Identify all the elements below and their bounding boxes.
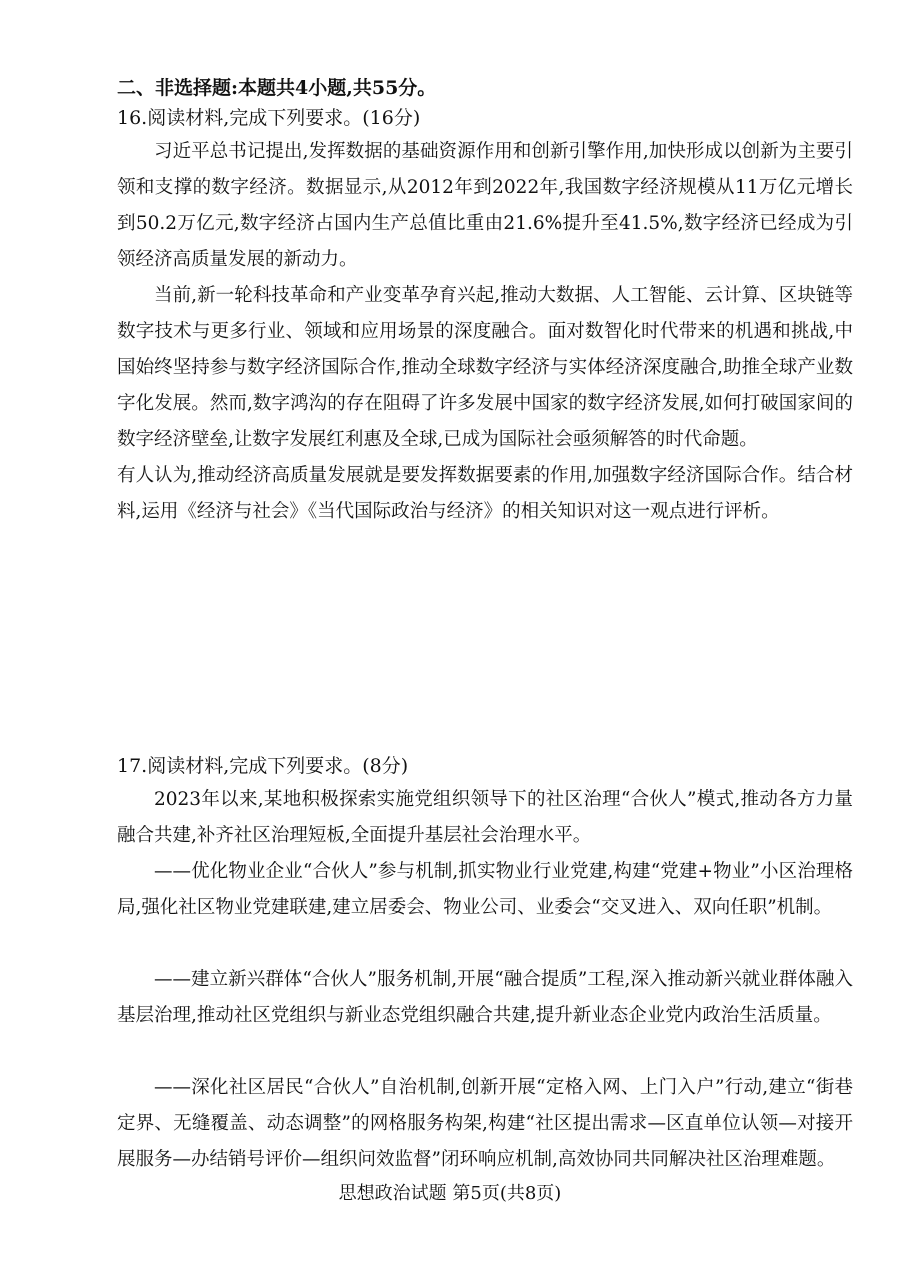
question-16-task: 有人认为,推动经济高质量发展就是要发挥数据要素的作用,加强数字经济国际合作。结合材料,运用《经济与社会》《当代国际政治与经济》的相关知识对这一观点进行评析。 (117, 465, 853, 522)
section-title: 二、非选择题:本题共4小题,共55分。 (117, 77, 437, 99)
question-17-material-paragraph: ——建立新兴群体“合伙人”服务机制,开展“融合提质”工程,深入推动新兴就业群体融入基层治理,推动社区党组织与新业态党组织融合共建,提升新业态企业党内政治生活质量。 (117, 969, 853, 1026)
question-16-material-paragraph: 当前,新一轮科技革命和产业变革孕育兴起,推动大数据、人工智能、云计算、区块链等数字技术与更多行业、领域和应用场景的深度融合。面对数智化时代带来的机遇和挑战,中国始终坚持参与数字经济国际合作,推动全球数字经济与实体经济深度融合,助推全球产业数字化发展。然而,数字鸿沟的存在阻碍了许多发展中国家的数字经济发展,如何打破国家间的数字经济壁垒,让数字发展红利惠及全球,已成为国际社会亟须解答的时代命题。 (117, 285, 853, 450)
question-16-heading: 16.阅读材料,完成下列要求。(16分) (117, 107, 421, 129)
question-17-material-paragraph: ——优化物业企业“合伙人”参与机制,抓实物业行业党建,构建“党建+物业”小区治理格局,强化社区物业党建联建,建立居委会、物业公司、业委会“交叉进入、双向任职”机制。 (117, 861, 853, 918)
question-17-heading: 17.阅读材料,完成下列要求。(8分) (117, 755, 409, 777)
page-footer: 思想政治试题 第5页(共8页) (338, 1183, 562, 1204)
question-17-material-paragraph: 2023年以来,某地积极探索实施党组织领导下的社区治理“合伙人”模式,推动各方力量融合共建,补齐社区治理短板,全面提升基层社会治理水平。 (117, 789, 853, 846)
question-16-material-paragraph: 习近平总书记提出,发挥数据的基础资源作用和创新引擎作用,加快形成以创新为主要引领和支撑的数字经济。数据显示,从2012年到2022年,我国数字经济规模从11万亿元增长到50.2万亿元,数字经济占国内生产总值比重由21.6%提升至41.5%,数字经济已经成为引领经济高质量发展的新动力。 (117, 141, 853, 270)
question-17-material-paragraph: ——深化社区居民“合伙人”自治机制,创新开展“定格入网、上门入户”行动,建立“街巷定界、无缝覆盖、动态调整”的网格服务构架,构建“社区提出需求—区直单位认领—对接开展服务—办结销号评价—组织问效监督”闭环响应机制,高效协同共同解决社区治理难题。 (117, 1077, 853, 1170)
